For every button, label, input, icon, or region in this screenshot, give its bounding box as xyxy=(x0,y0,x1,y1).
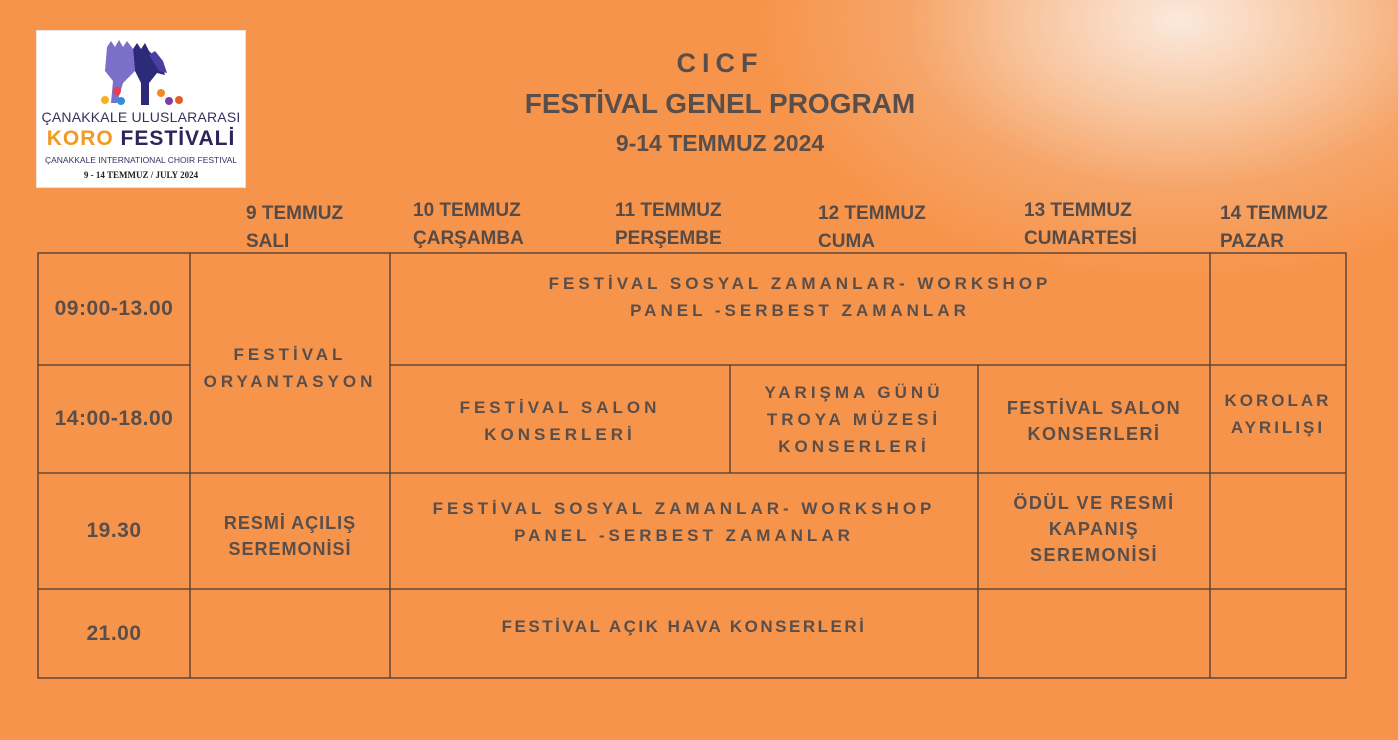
event-line: YARIŞMA GÜNÜ xyxy=(764,382,944,402)
event-line: KONSERLERİ xyxy=(1027,424,1161,444)
day-weekday: PERŞEMBE xyxy=(615,228,722,249)
day-date: 13 TEMMUZ xyxy=(1024,200,1132,221)
logo-line-3: ÇANAKKALE INTERNATIONAL CHOIR FESTIVAL xyxy=(44,155,238,165)
time-slot-2: 14:00-18.00 xyxy=(54,407,174,430)
day-date: 11 TEMMUZ xyxy=(615,200,722,221)
day-header-6 xyxy=(1220,200,1328,256)
time-slot-3: 19.30 xyxy=(86,519,142,542)
event-line: TROYA MÜZESİ xyxy=(766,409,942,429)
page-title: FESTİVAL GENEL PROGRAM xyxy=(524,88,916,119)
day-weekday: CUMARTESİ xyxy=(1024,228,1137,249)
day-header-5 xyxy=(1024,197,1137,253)
event-line: PANEL -SERBEST ZAMANLAR xyxy=(514,526,854,545)
event-competition-day xyxy=(730,365,978,473)
page-subtitle-dates: 9-14 TEMMUZ 2024 xyxy=(615,130,825,156)
castle-horse-icon xyxy=(37,31,245,111)
event-line: KONSERLERİ xyxy=(484,425,636,444)
event-line: AYRILIŞI xyxy=(1230,418,1326,437)
event-open-air-concerts: FESTİVAL AÇIK HAVA KONSERLERİ xyxy=(501,617,867,636)
logo-line-2 xyxy=(37,127,245,151)
logo-line-1: ÇANAKKALE ULUSLARARASI xyxy=(41,109,241,125)
day-weekday: SALI xyxy=(246,231,290,252)
event-line: ORYANTASYON xyxy=(203,372,377,391)
event-line: KONSERLERİ xyxy=(778,436,930,456)
event-line: FESTİVAL xyxy=(233,345,347,364)
event-festival-orientation xyxy=(190,253,390,473)
day-date: 14 TEMMUZ xyxy=(1220,203,1328,224)
event-social-evening xyxy=(390,473,978,589)
day-date: 12 TEMMUZ xyxy=(818,203,926,224)
day-weekday: PAZAR xyxy=(1220,231,1285,252)
event-line: FESTİVAL SOSYAL ZAMANLAR- WORKSHOP xyxy=(548,274,1052,293)
time-slot-1: 09:00-13.00 xyxy=(54,297,174,320)
logo-koro: KORO xyxy=(46,127,114,150)
event-line: FESTİVAL SOSYAL ZAMANLAR- WORKSHOP xyxy=(432,499,936,518)
time-slot-4: 21.00 xyxy=(86,621,142,645)
event-salon-concerts-1 xyxy=(390,365,730,473)
day-header-1 xyxy=(246,200,343,256)
day-weekday: ÇARŞAMBA xyxy=(413,228,524,249)
festival-logo xyxy=(36,30,246,188)
day-date: 9 TEMMUZ xyxy=(246,203,344,224)
event-line: ÖDÜL VE RESMİ xyxy=(1013,493,1175,513)
event-line: FESTİVAL SALON xyxy=(459,398,661,417)
event-line: FESTİVAL SALON xyxy=(1006,398,1182,418)
event-choirs-departure xyxy=(1210,365,1346,473)
event-line: SEREMONİSİ xyxy=(1029,545,1159,565)
logo-festivali: FESTİVALİ xyxy=(120,127,236,150)
page-title-abbrev: CICF xyxy=(676,48,764,78)
event-line: RESMİ AÇILIŞ xyxy=(223,513,357,533)
event-line: KAPANIŞ xyxy=(1048,519,1140,539)
event-salon-concerts-2 xyxy=(978,365,1210,473)
day-header-2 xyxy=(413,197,524,253)
event-line: PANEL -SERBEST ZAMANLAR xyxy=(630,301,970,320)
day-header-3 xyxy=(615,197,722,253)
event-social-morning xyxy=(390,253,1210,365)
logo-line-4: 9 - 14 TEMMUZ / JULY 2024 xyxy=(83,170,199,180)
event-line: KOROLAR xyxy=(1224,391,1332,410)
day-header-4 xyxy=(818,200,926,256)
event-line: SEREMONİSİ xyxy=(228,539,352,559)
event-award-closing-ceremony xyxy=(978,473,1210,589)
day-date: 10 TEMMUZ xyxy=(413,200,521,221)
event-opening-ceremony xyxy=(190,473,390,589)
day-weekday: CUMA xyxy=(818,231,875,252)
